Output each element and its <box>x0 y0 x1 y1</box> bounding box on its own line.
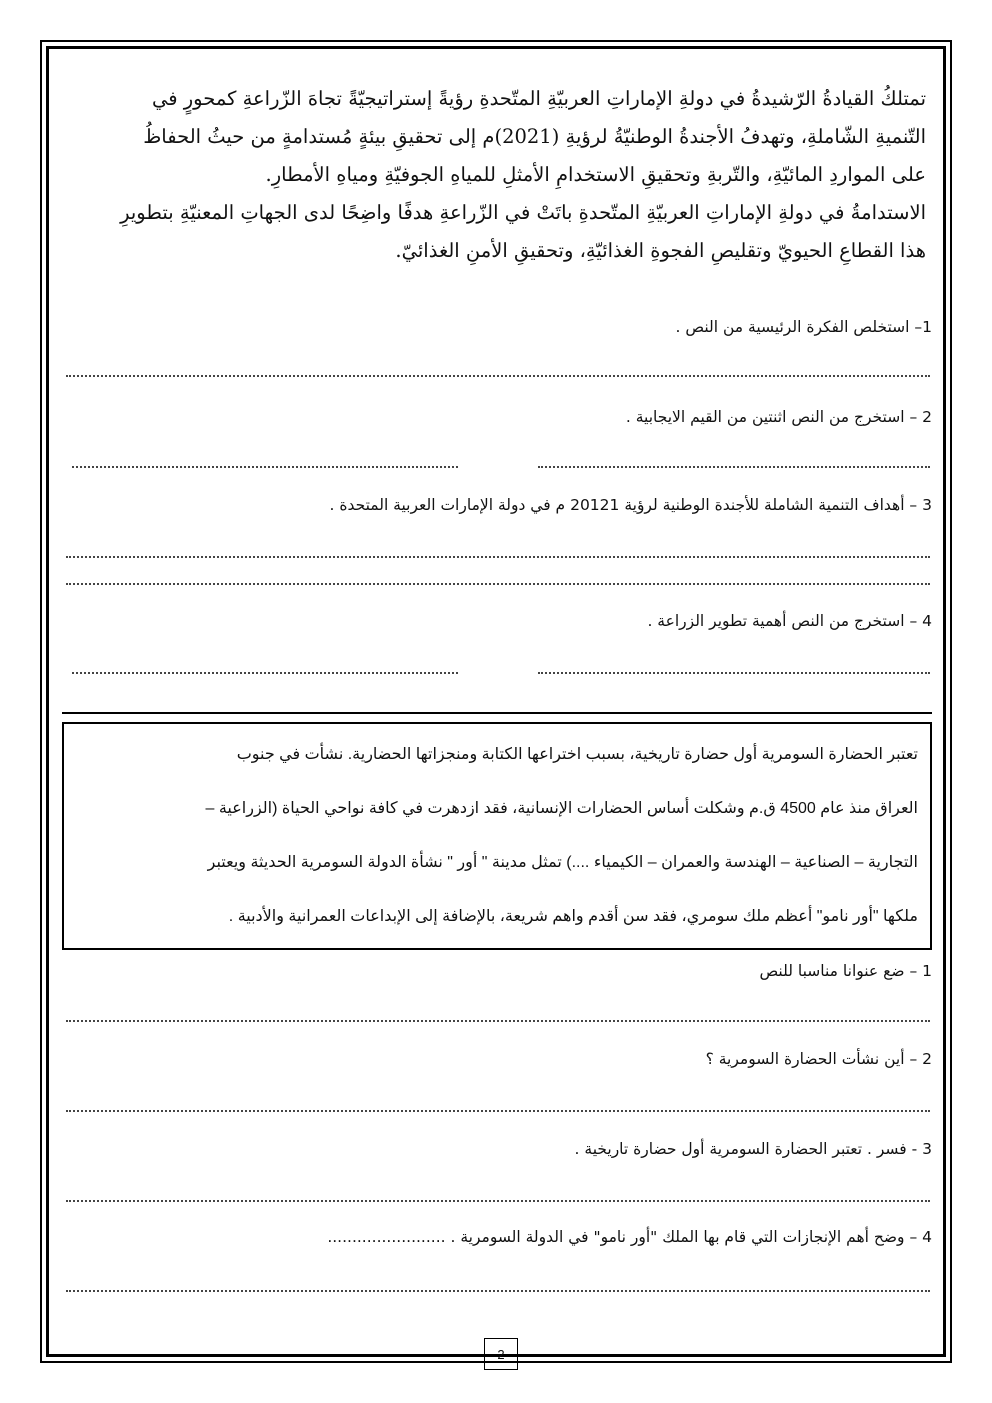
answer-line[interactable] <box>66 1290 930 1292</box>
passage-line: تمتلكُ القيادةُ الرّشيدةُ في دولةِ الإماراتِ العربيّةِ المتّحدةِ رؤيةً إستراتيجيّةً تجاهَ الزّراعةِ كمحورٍ في <box>151 87 926 110</box>
question-1-main-idea: 1– استخلص الفكرة الرئيسية من النص . <box>675 318 932 336</box>
question-1-title: 1 – ضع عنوانا مناسبا للنص <box>759 962 932 980</box>
question-2-origin: 2 – أين نشأت الحضارة السومرية ؟ <box>705 1050 932 1068</box>
answer-line[interactable] <box>72 466 458 468</box>
passage-line: العراق منذ عام 4500 ق.م وشكلت أساس الحضارات الإنسانية، فقد ازدهرت في كافة نواحي الحياة (الزراعية – <box>205 800 918 817</box>
passage-line: هذا القطاعِ الحيويّ وتقليصِ الفجوةِ الغذائيّةِ، وتحقيقِ الأمنِ الغذائيّ. <box>395 239 926 262</box>
answer-line[interactable] <box>66 375 930 377</box>
passage-line: ملكها "أور نامو" أعظم ملك سومري، فقد سن أقدم واهم شريعة، بالإضافة إلى الإبداعات العمرانية والأدبية . <box>228 908 918 925</box>
answer-line[interactable] <box>538 466 930 468</box>
question-4-ur-nammu: 4 – وضح أهم الإنجازات التي قام بها الملك "أور نامو" في الدولة السومرية . ........................ <box>327 1228 932 1246</box>
question-2-positive-values: 2 – استخرج من النص اثنتين من القيم الايجابية . <box>625 408 932 426</box>
question-3-explain: 3 - فسر . تعتبر الحضارة السومرية أول حضارة تاريخية . <box>574 1140 932 1158</box>
section-divider <box>62 712 932 714</box>
answer-line[interactable] <box>66 1200 930 1202</box>
passage-line: الاستدامةُ في دولةِ الإماراتِ العربيّةِ المتّحدةِ باتَتْ في الزّراعةِ هدفًا واضِحًا لدى الجهاتِ المعنيّةِ بتطويرِ <box>120 201 926 224</box>
page-number: 2 <box>484 1338 518 1370</box>
answer-line[interactable] <box>538 672 930 674</box>
answer-line[interactable] <box>66 556 930 558</box>
passage-line: على المواردِ المائيّةِ، والتّربةِ وتحقيقِ الاستخدامِ الأمثلِ للمياهِ الجوفيّةِ ومياهِ الأمطارِ. <box>265 163 926 186</box>
passage-sumerian <box>72 728 918 944</box>
answer-line[interactable] <box>66 1110 930 1112</box>
passage-line: تعتبر الحضارة السومرية أول حضارة تاريخية، بسبب اختراعها الكتابة ومنجزاتها الحضارية. نشأت في جنوب <box>236 746 918 763</box>
question-3-development-goals: 3 – أهداف التنمية الشاملة للأجندة الوطنية لرؤية 20121 م في دولة الإمارات العربية المتحدة . <box>329 496 932 514</box>
answer-line[interactable] <box>66 1020 930 1022</box>
passage-agriculture <box>78 80 926 270</box>
passage-line: التّنميةِ الشّاملةِ، وتهدفُ الأجندةُ الوطنيّةُ لرؤيةِ (2021)م إلى تحقيقِ بيئةٍ مُستدامةٍ من حيثُ الحفاظُ <box>143 125 926 148</box>
question-4-agriculture-importance: 4 – استخرج من النص أهمية تطوير الزراعة . <box>647 612 932 630</box>
passage-line: التجارية – الصناعية – الهندسة والعمران – الكيمياء ....) تمثل مدينة " أور " نشأة الدولة السومرية الحديثة ويعتبر <box>207 854 918 871</box>
answer-line[interactable] <box>72 672 458 674</box>
answer-line[interactable] <box>66 583 930 585</box>
